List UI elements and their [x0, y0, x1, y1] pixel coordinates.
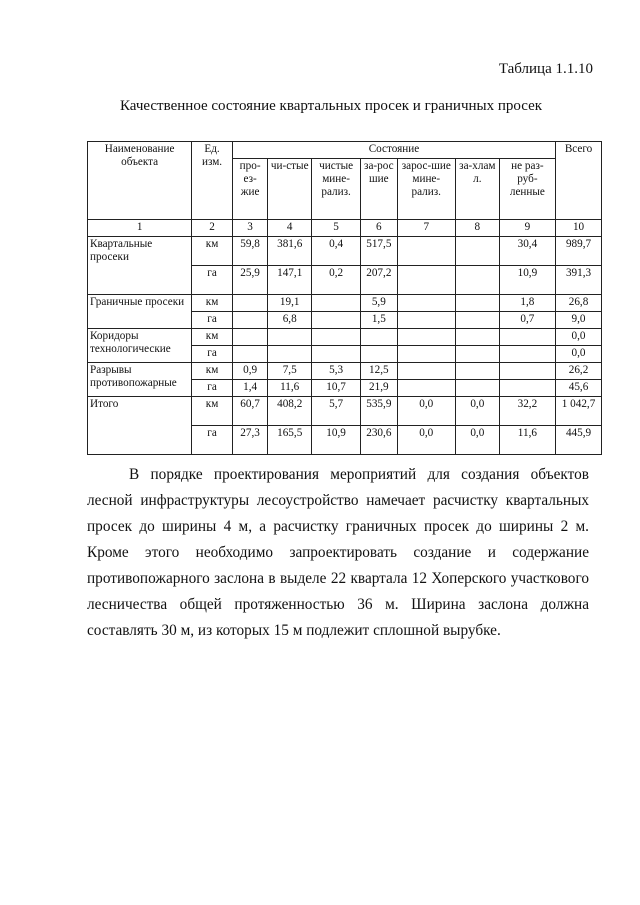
- column-number: 4: [268, 220, 312, 237]
- value-cell: [232, 312, 267, 329]
- table-row: [88, 363, 602, 380]
- row-name: Коридоры технологические: [88, 329, 192, 363]
- value-cell: 0,4: [312, 237, 361, 266]
- value-cell: 535,9: [361, 397, 397, 426]
- value-cell: 10,7: [312, 380, 361, 397]
- value-cell: 6,8: [268, 312, 312, 329]
- value-cell: [397, 237, 455, 266]
- table-row: [88, 295, 602, 312]
- subheader-cell: чи-стые: [268, 159, 312, 220]
- subheader-cell: за-хлам л.: [455, 159, 499, 220]
- unit-cell: га: [192, 346, 233, 363]
- value-cell: 12,5: [361, 363, 397, 380]
- state-table: [87, 141, 602, 455]
- value-cell: [397, 295, 455, 312]
- unit-cell: га: [192, 266, 233, 295]
- value-cell: 989,7: [556, 237, 602, 266]
- value-cell: [397, 266, 455, 295]
- column-number: 3: [232, 220, 267, 237]
- value-cell: [397, 312, 455, 329]
- table-row: [88, 329, 602, 346]
- column-number: 7: [397, 220, 455, 237]
- value-cell: 147,1: [268, 266, 312, 295]
- value-cell: 0,7: [499, 312, 555, 329]
- row-name: Квартальные просеки: [88, 237, 192, 295]
- value-cell: 408,2: [268, 397, 312, 426]
- value-cell: [361, 346, 397, 363]
- value-cell: 1,8: [499, 295, 555, 312]
- subheader-cell: зарос-шие мине-рализ.: [397, 159, 455, 220]
- value-cell: 10,9: [499, 266, 555, 295]
- value-cell: 45,6: [556, 380, 602, 397]
- value-cell: [232, 329, 267, 346]
- header-name: Наименование объекта: [88, 142, 192, 220]
- column-number: 9: [499, 220, 555, 237]
- value-cell: 517,5: [361, 237, 397, 266]
- subheader-cell: про-ез-жие: [232, 159, 267, 220]
- value-cell: 19,1: [268, 295, 312, 312]
- value-cell: 0,0: [397, 426, 455, 455]
- value-cell: 7,5: [268, 363, 312, 380]
- value-cell: [455, 237, 499, 266]
- value-cell: 445,9: [556, 426, 602, 455]
- value-cell: [312, 329, 361, 346]
- value-cell: 391,3: [556, 266, 602, 295]
- value-cell: [232, 295, 267, 312]
- header-unit: Ед. изм.: [192, 142, 233, 220]
- value-cell: 0,0: [556, 346, 602, 363]
- table-title: Качественное состояние квартальных просек и граничных просек: [119, 98, 543, 114]
- value-cell: 60,7: [232, 397, 267, 426]
- table-label: Таблица 1.1.10: [498, 61, 593, 77]
- value-cell: 0,0: [455, 397, 499, 426]
- value-cell: [268, 329, 312, 346]
- column-number: 8: [455, 220, 499, 237]
- value-cell: 11,6: [499, 426, 555, 455]
- header-total: Всего: [556, 142, 602, 220]
- value-cell: [397, 329, 455, 346]
- value-cell: [312, 295, 361, 312]
- value-cell: 1 042,7: [556, 397, 602, 426]
- value-cell: 26,2: [556, 363, 602, 380]
- value-cell: 230,6: [361, 426, 397, 455]
- subheader-cell: за-рос шие: [361, 159, 397, 220]
- value-cell: [397, 346, 455, 363]
- value-cell: 32,2: [499, 397, 555, 426]
- value-cell: [455, 312, 499, 329]
- unit-cell: км: [192, 237, 233, 266]
- value-cell: 30,4: [499, 237, 555, 266]
- value-cell: 1,5: [361, 312, 397, 329]
- unit-cell: км: [192, 329, 233, 346]
- subheader-cell: чистые мине-рализ.: [312, 159, 361, 220]
- value-cell: [499, 380, 555, 397]
- unit-cell: га: [192, 426, 233, 455]
- value-cell: 25,9: [232, 266, 267, 295]
- value-cell: 9,0: [556, 312, 602, 329]
- value-cell: [499, 329, 555, 346]
- value-cell: 381,6: [268, 237, 312, 266]
- value-cell: 5,3: [312, 363, 361, 380]
- table-row: [88, 397, 602, 426]
- column-number: 5: [312, 220, 361, 237]
- column-number: 6: [361, 220, 397, 237]
- value-cell: 5,7: [312, 397, 361, 426]
- header-state: Состояние: [232, 142, 555, 159]
- column-number: 1: [88, 220, 192, 237]
- value-cell: [455, 266, 499, 295]
- value-cell: 10,9: [312, 426, 361, 455]
- unit-cell: км: [192, 397, 233, 426]
- value-cell: 1,4: [232, 380, 267, 397]
- value-cell: [455, 329, 499, 346]
- value-cell: [232, 346, 267, 363]
- value-cell: 27,3: [232, 426, 267, 455]
- column-number: 10: [556, 220, 602, 237]
- value-cell: 0,2: [312, 266, 361, 295]
- value-cell: [455, 295, 499, 312]
- value-cell: 0,0: [455, 426, 499, 455]
- row-name: Разрывы противопожарные: [88, 363, 192, 397]
- value-cell: 0,0: [556, 329, 602, 346]
- value-cell: [455, 380, 499, 397]
- unit-cell: га: [192, 380, 233, 397]
- value-cell: [499, 346, 555, 363]
- value-cell: [268, 346, 312, 363]
- unit-cell: га: [192, 312, 233, 329]
- value-cell: [312, 346, 361, 363]
- value-cell: 5,9: [361, 295, 397, 312]
- body-paragraph: В порядке проектирования мероприятий для создания объектов лесной инфраструктуры лесоустройство намечает расчистку квартальных просек до ширины 4 м, а расчистку граничных просек до ширины 2 м. Кроме этого необходимо запроектировать создание и содержание противопожарного заслона в выделе 22 квартала 12 Хоперского участкового лесничества общей протяженностью 36 м. Ширина заслона должна составлять 30 м, из которых 15 м подлежит сплошной вырубке.: [87, 466, 589, 639]
- value-cell: 0,0: [397, 397, 455, 426]
- unit-cell: км: [192, 363, 233, 380]
- value-cell: [455, 363, 499, 380]
- value-cell: [499, 363, 555, 380]
- value-cell: 11,6: [268, 380, 312, 397]
- value-cell: [397, 380, 455, 397]
- value-cell: [361, 329, 397, 346]
- unit-cell: км: [192, 295, 233, 312]
- row-name: Граничные просеки: [88, 295, 192, 329]
- value-cell: 165,5: [268, 426, 312, 455]
- value-cell: [455, 346, 499, 363]
- value-cell: 0,9: [232, 363, 267, 380]
- value-cell: 207,2: [361, 266, 397, 295]
- table-row: [88, 237, 602, 266]
- value-cell: 21,9: [361, 380, 397, 397]
- value-cell: 26,8: [556, 295, 602, 312]
- value-cell: 59,8: [232, 237, 267, 266]
- subheader-cell: не раз-руб-ленные: [499, 159, 555, 220]
- column-number: 2: [192, 220, 233, 237]
- row-name: Итого: [88, 397, 192, 455]
- value-cell: [312, 312, 361, 329]
- value-cell: [397, 363, 455, 380]
